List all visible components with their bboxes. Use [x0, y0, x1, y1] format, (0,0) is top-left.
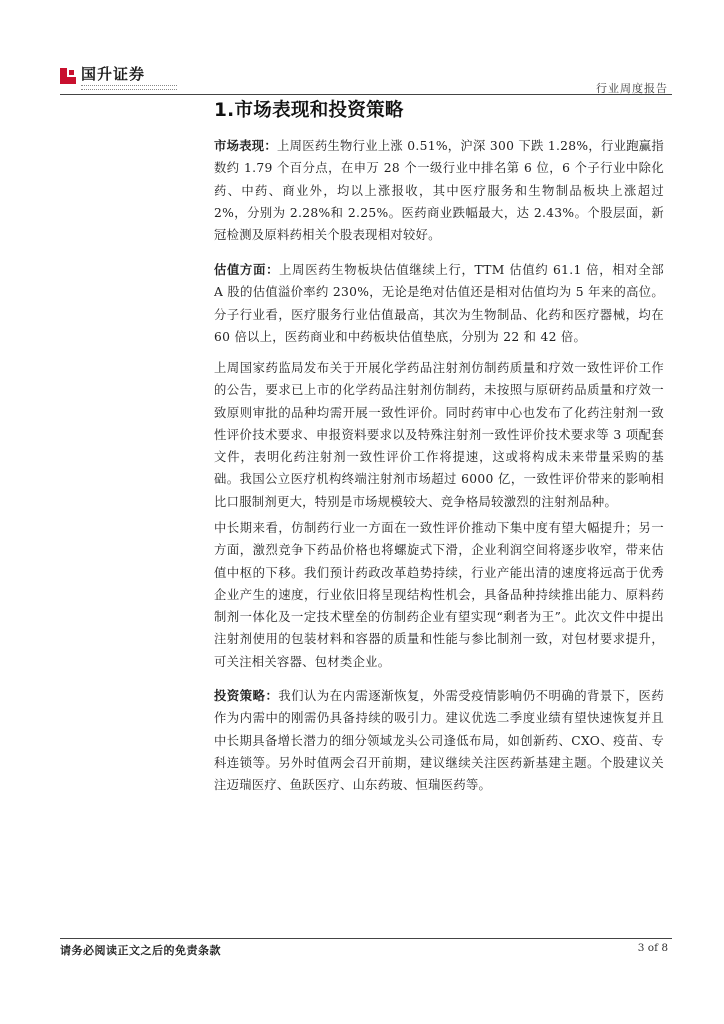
- paragraph-lead: 市场表现：: [214, 139, 278, 153]
- paragraph-outlook: [214, 517, 664, 673]
- paragraph-text: 上周医药生物行业上涨 0.51%，沪深 300 下跌 1.28%，行业跑赢指数约 1.79 个百分点，在申万 28 个一级行业中排名第 6 位，6 个子行业中除化药、中药、商业外，均以上涨报收，其中医疗服务和生物制品板块上涨超过 2%，分别为 2.28%和 2.25%。医药商业跌幅最大，达 2.43%。个股层面，新冠检测及原料药相关个股表现相对较好。: [214, 139, 664, 243]
- paragraph-market-performance: [214, 135, 664, 246]
- paragraph-text: 我们认为在内需逐渐恢复，外需受疫情影响仍不明确的背景下，医药作为内需中的刚需仍具备持续的吸引力。建议优选二季度业绩有望快速恢复并且中长期具备增长潜力的细分领域龙头公司逢低布局，如创新药、CXO、疫苗、专科连锁等。另外时值两会召开前期，建议继续关注医药新基建主题。个股建议关注迈瑞医疗、鱼跃医疗、山东药玻、恒瑞医药等。: [214, 689, 664, 793]
- footer-divider: [60, 938, 672, 939]
- paragraph-investment-strategy: [214, 685, 664, 796]
- logo-subtitle-line: [81, 85, 177, 90]
- logo-mark-icon: [60, 68, 76, 84]
- company-logo: [60, 66, 177, 90]
- main-content: [214, 92, 664, 793]
- footer-disclaimer: 请务必阅读正文之后的免责条款: [60, 944, 221, 957]
- page-number: 3 of 8: [637, 942, 668, 954]
- report-type-label: 行业周度报告: [596, 82, 668, 95]
- paragraph-valuation: [214, 259, 664, 348]
- logo-name: 国升证券: [81, 65, 146, 83]
- section-title: 1.市场表现和投资策略: [214, 100, 404, 121]
- paragraph-text: 上周医药生物板块估值继续上行，TTM 估值约 61.1 倍，相对全部 A 股的估值溢价率约 230%，无论是绝对估值还是相对估值均为 5 年来的高位。分子行业看，医疗服务行业估值最高，其次为生物制品、化药和医疗器械，均在 60 倍以上，医药商业和中药板块估值垫底，分别为 22 和 42 倍。: [214, 263, 664, 344]
- paragraph-text: 上周国家药监局发布关于开展化学药品注射剂仿制药质量和疗效一致性评价工作的公告，要求已上市的化学药品注射剂仿制药，未按照与原研药品质量和疗效一致原则审批的品种均需开展一致性评价。同时药审中心也发布了化药注射剂一致性评价技术要求、申报资料要求以及特殊注射剂一致性评价技术要求等 3 项配套文件，表明化药注射剂一致性评价工作将提速，这或将构成未来带量采购的基础。我国公立医疗机构终端注射剂市场超过 6000 亿，一致性评价带来的影响相比口服制剂更大，特别是市场规模较大、竞争格局较激烈的注射剂品种。: [214, 361, 664, 509]
- paragraph-lead: 估值方面：: [214, 263, 280, 277]
- paragraph-text: 中长期来看，仿制药行业一方面在一致性评价推动下集中度有望大幅提升；另一方面，激烈竞争下药品价格也将螺旋式下滑，企业利润空间将逐步收窄，带来估值中枢的下移。我们预计药政改革趋势持续，行业产能出清的速度将远高于优秀企业产生的速度，行业依旧将呈现结构性机会，具备品种持续推出能力、原料药制剂一体化及一定技术壁垒的仿制药企业有望实现“剩者为王”。此次文件中提出注射剂使用的包装材料和容器的质量和性能与参比制剂一致，对包材要求提升，可关注相关容器、包材类企业。: [214, 521, 664, 669]
- paragraph-lead: 投资策略：: [214, 689, 279, 703]
- paragraph-policy: [214, 357, 664, 513]
